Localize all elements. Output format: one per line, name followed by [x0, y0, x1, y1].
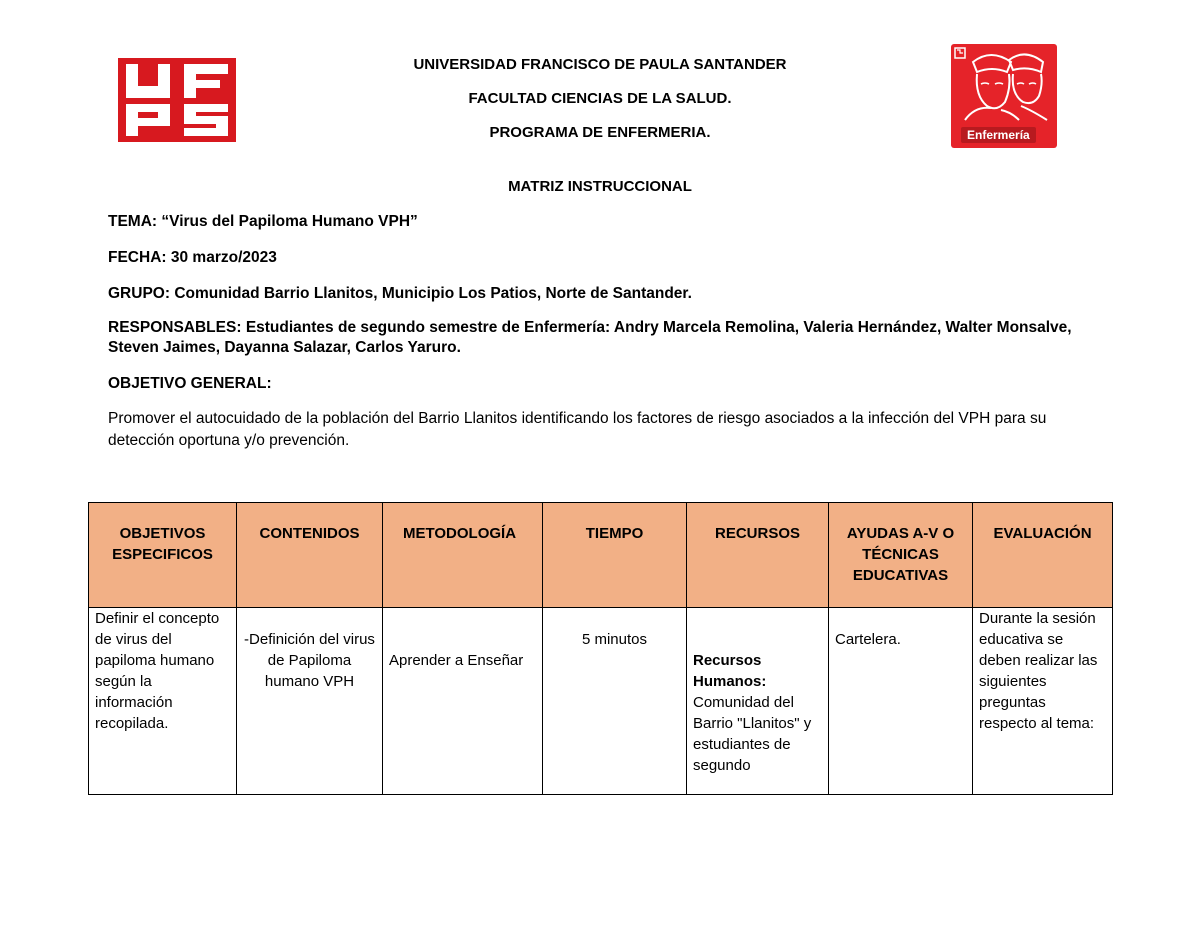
table-header-row [89, 503, 1113, 608]
recursos-text: Comunidad del Barrio "Llanitos" y estudiantes de segundo [693, 694, 812, 774]
cell-evaluacion [973, 608, 1113, 795]
tema-value: “Virus del Papiloma Humano VPH” [161, 213, 418, 230]
fecha-line [108, 248, 1098, 268]
col-tiempo-header: TIEMPO [543, 503, 687, 608]
objetivos-text: Definir el concepto de virus del papiloma humano según la información recopilada. [95, 610, 220, 732]
cell-metodologia [383, 608, 543, 795]
col-recursos-header: RECURSOS [687, 503, 829, 608]
cell-ayudas [829, 608, 973, 795]
tema-label: TEMA: [108, 213, 158, 230]
objetivo-general-text: Promover el autocuidado de la población del Barrio Llanitos identificando los factores de riesgo asociados a la infección del VPH para su detección oportuna y/o prevención. [108, 410, 1047, 449]
grupo-value: Comunidad Barrio Llanitos, Municipio Los Patios, Norte de Santander. [174, 285, 692, 302]
fecha-value: 30 marzo/2023 [170, 249, 277, 266]
instructional-matrix-table [88, 502, 1113, 795]
faculty-name: FACULTAD CIENCIAS DE LA SALUD. [468, 90, 732, 107]
grupo-label: GRUPO: [108, 285, 170, 302]
col-objetivos-header: OBJETIVOS ESPECIFICOS [89, 503, 237, 608]
cell-objetivos [89, 608, 237, 795]
fecha-label: FECHA: [108, 249, 167, 266]
evaluacion-text: Durante la sesión educativa se deben realizar las siguientes preguntas respecto al tema: [979, 610, 1098, 732]
cell-recursos [687, 608, 829, 795]
responsables-label: RESPONSABLES: [108, 319, 242, 336]
program-name: PROGRAMA DE ENFERMERIA. [489, 124, 711, 141]
document-title: MATRIZ INSTRUCCIONAL [508, 178, 692, 195]
responsables-line [108, 318, 1098, 358]
col-metodologia-header: METODOLOGÍA [383, 503, 543, 608]
enfermeria-badge-text: Enfermería [961, 127, 1036, 143]
university-name: UNIVERSIDAD FRANCISCO DE PAULA SANTANDER [413, 56, 787, 73]
responsables-value: Estudiantes de segundo semestre de Enfermería: Andry Marcela Remolina, Valeria Hernández, Walter Monsalve, Steven Jaimes, Dayanna Salazar, Carlos Yaruro. [108, 319, 1072, 356]
metodologia-text: Aprender a Enseñar [389, 652, 524, 669]
tema-line [108, 212, 1098, 232]
contenidos-text: -Definición del virus de Papiloma humano VPH [244, 631, 375, 690]
col-contenidos-header: CONTENIDOS [237, 503, 383, 608]
col-evaluacion-header: EVALUACIÓN [973, 503, 1113, 608]
table-row [89, 608, 1113, 795]
grupo-line [108, 284, 1098, 304]
cell-contenidos [237, 608, 383, 795]
ayudas-text: Cartelera. [835, 631, 901, 648]
col-ayudas-header: AYUDAS A-V O TÉCNICAS EDUCATIVAS [829, 503, 973, 608]
objetivo-general-label: OBJETIVO GENERAL: [108, 375, 272, 392]
cell-tiempo [543, 608, 687, 795]
tiempo-text: 5 minutos [581, 631, 648, 648]
recursos-title: Recursos Humanos: [693, 652, 767, 690]
